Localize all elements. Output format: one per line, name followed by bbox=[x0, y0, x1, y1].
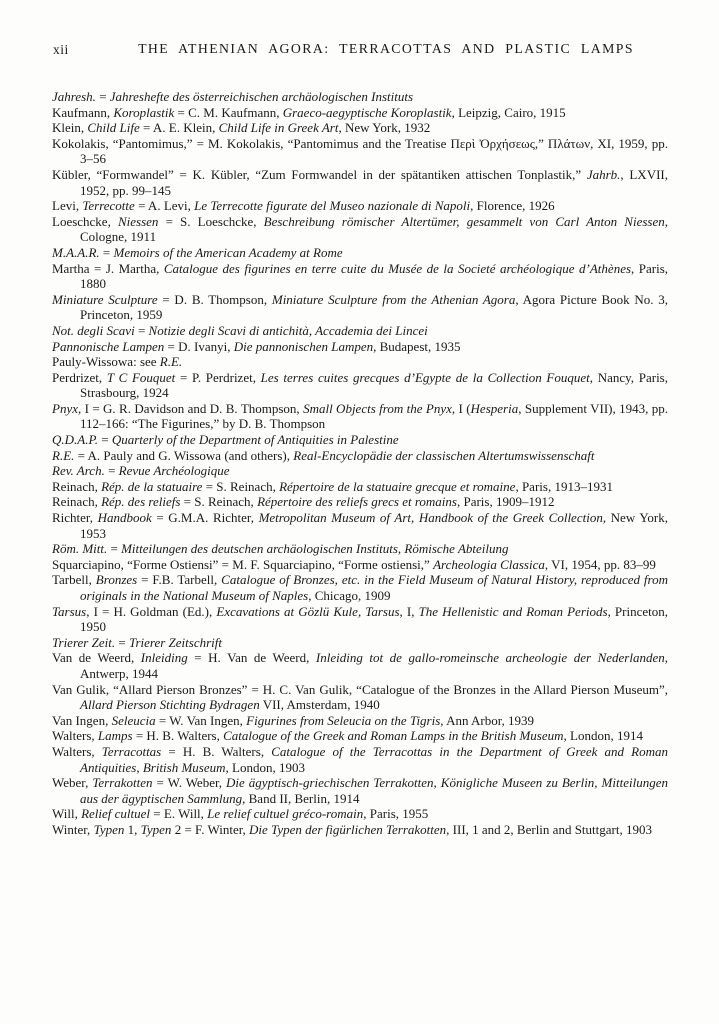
bibliography-entry: Röm. Mitt. = Mitteilungen des deutschen archäologischen Instituts, Römische Abteilung bbox=[52, 541, 509, 557]
bibliography-entry: Tarsus, I = H. Goldman (Ed.), Excavations at Gözlü Kule, Tarsus, I, The Hellenistic and Roman Periods, Princeton, 1950 bbox=[52, 603, 668, 635]
bibliography-entry: Perdrizet, T C Fouquet = P. Perdrizet, Les terres cuites grecques d’Egypte de la Collection Fouquet, Nancy, Paris, Strasbourg, 1924 bbox=[52, 369, 668, 401]
bibliography-entry: Walters, Lamps = H. B. Walters, Catalogue of the Greek and Roman Lamps in the British Museum, London, 1914 bbox=[52, 728, 643, 744]
bibliography-entry: Levi, Terrecotte = A. Levi, Le Terrecotte figurate del Museo nazionale di Napoli, Florence, 1926 bbox=[52, 198, 555, 214]
bibliography-entry: M.A.A.R. = Memoirs of the American Academy at Rome bbox=[52, 244, 343, 260]
bibliography-entry: Martha = J. Martha, Catalogue des figurines en terre cuite du Musée de la Societé archéologique d’Athènes, Paris, 1880 bbox=[52, 260, 669, 292]
bibliography-entry: Jahresh. = Jahreshefte des österreichischen archäologischen Instituts bbox=[52, 89, 414, 104]
bibliography-entry: Rev. Arch. = Revue Archéologique bbox=[52, 463, 230, 479]
bibliography-entry: Reinach, Rép. des reliefs = S. Reinach, Répertoire des reliefs grecs et romains, Paris, 1909–1912 bbox=[52, 494, 555, 510]
bibliography-entry: Walters, Terracottas = H. B. Walters, Catalogue of the Terracottas in the Department of Greek and Roman Antiquities, British Museum, London, 1903 bbox=[52, 743, 668, 775]
bibliography-entry: Pannonische Lampen = D. Ivanyi, Die pannonischen Lampen, Budapest, 1935 bbox=[52, 338, 461, 354]
bibliography-entry: Tarbell, Bronzes = F.B. Tarbell, Catalogue of Bronzes, etc. in the Field Museum of Natural History, reproduced from originals in the National Museum of Naples, Chicago, 1909 bbox=[52, 572, 668, 603]
bibliography-entry: Kokolakis, “Pantomimus,” = M. Kokolakis, “Pantomimus and the Treatise Περὶ Ὀρχήσεως,” Πλάτων, XI, 1959, pp. 3–56 bbox=[52, 135, 668, 167]
running-title: THE ATHENIAN AGORA: TERRACOTTAS AND PLASTIC LAMPS bbox=[138, 41, 634, 56]
bibliography-entry: Kübler, “Formwandel” = K. Kübler, “Zum Formwandel in der spätantiken attischen Tonplastik,” Jahrb., LXVII, 1952, pp. 99–145 bbox=[52, 166, 668, 198]
bibliography-entry: Pauly-Wissowa: see R.E. bbox=[52, 354, 183, 370]
bibliography-entry: Van Ingen, Seleucia = W. Van Ingen, Figurines from Seleucia on the Tigris, Ann Arbor, 1939 bbox=[52, 712, 535, 728]
bibliography-entry: Not. degli Scavi = Notizie degli Scavi di antichità, Accademia dei Lincei bbox=[52, 322, 428, 338]
bibliography-entry: R.E. = A. Pauly and G. Wissowa (and others), Real-Encyclopädie der classischen Altertumswissenschaft bbox=[52, 447, 595, 463]
bibliography-entry: Loeschcke, Niessen = S. Loeschcke, Beschreibung römischer Altertümer, gesammelt von Carl Anton Niessen, Cologne, 1911 bbox=[52, 213, 668, 245]
bibliography-entry: Kaufmann, Koroplastik = C. M. Kaufmann, Graeco-aegyptische Koroplastik, Leipzig, Cairo, 1915 bbox=[52, 104, 566, 120]
bibliography-entry: Pnyx, I = G. R. Davidson and D. B. Thompson, Small Objects from the Pnyx, I (Hesperia, Supplement VII), 1943, pp. 112–166: “The Figurines,” by D. B. Thompson bbox=[52, 400, 668, 432]
bibliography-entry: Van de Weerd, Inleiding = H. Van de Weerd, Inleiding tot de gallo-romeinsche archeologie der Nederlanden, Antwerp, 1944 bbox=[52, 650, 668, 681]
bibliography-entry: Reinach, Rép. de la statuaire = S. Reinach, Répertoire de la statuaire grecque et romaine, Paris, 1913–1931 bbox=[52, 478, 613, 494]
bibliography-entry: Richter, Handbook = G.M.A. Richter, Metropolitan Museum of Art, Handbook of the Greek Collection, New York, 1953 bbox=[52, 510, 668, 541]
bibliography-entry: Miniature Sculpture = D. B. Thompson, Miniature Sculpture from the Athenian Agora, Agora Picture Book No. 3, Princeton, 1959 bbox=[52, 291, 669, 323]
bibliography-entry: Klein, Child Life = A. E. Klein, Child Life in Greek Art, New York, 1932 bbox=[52, 120, 431, 136]
bibliography-entry: Trierer Zeit. = Trierer Zeitschrift bbox=[52, 634, 222, 650]
bibliography-entry: Winter, Typen 1, Typen 2 = F. Winter, Die Typen der figürlichen Terrakotten, III, 1 and 2, Berlin and Stuttgart, 1903 bbox=[52, 821, 652, 837]
bibliography-entry: Squarciapino, “Forme Ostiensi” = M. F. Squarciapino, “Forme ostiensi,” Archeologia Classica, VI, 1954, pp. 83–99 bbox=[52, 556, 656, 572]
bibliography-entry: Q.D.A.P. = Quarterly of the Department of Antiquities in Palestine bbox=[52, 432, 399, 448]
bibliography-entry: Will, Relief cultuel = E. Will, Le relief cultuel gréco-romain, Paris, 1955 bbox=[52, 806, 429, 822]
abbreviation-list bbox=[52, 89, 668, 838]
page-number: xii bbox=[53, 42, 69, 57]
bibliography-entry: Van Gulik, “Allard Pierson Bronzes” = H. C. Van Gulik, “Catalogue of the Bronzes in the Allard Pierson Museum”, Allard Pierson Stichting Bydragen VII, Amsterdam, 1940 bbox=[52, 681, 668, 713]
page-header bbox=[52, 41, 668, 59]
bibliography-entry: Weber, Terrakotten = W. Weber, Die ägyptisch-griechischen Terrakotten, Königliche Museen zu Berlin, Mitteilungen aus der ägyptischen Sammlung, Band II, Berlin, 1914 bbox=[52, 775, 668, 806]
